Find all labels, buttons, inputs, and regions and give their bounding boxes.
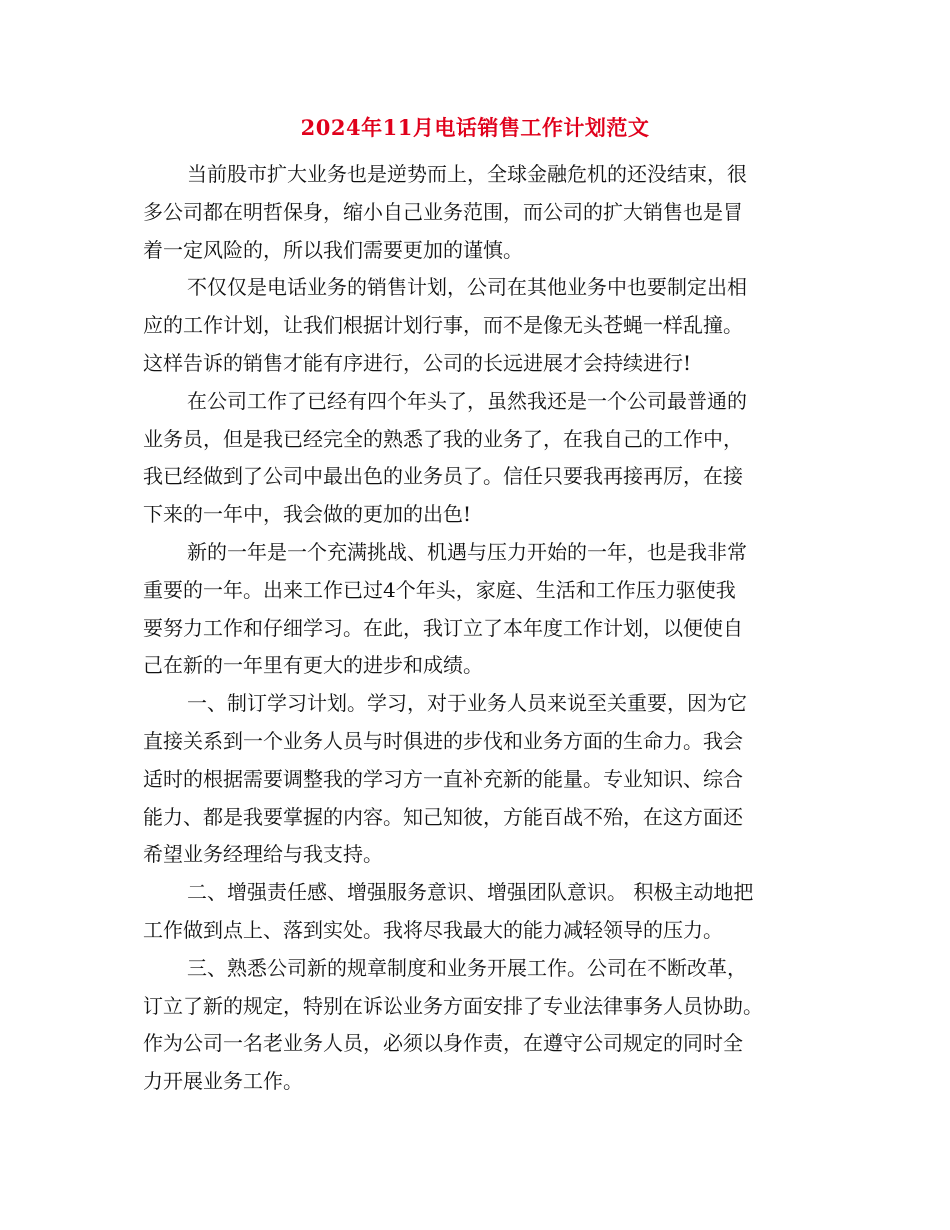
text-line: 适时的根据需要调整我的学习方一直补充新的能量。专业知识、综合 <box>143 766 743 791</box>
text-line: 在公司工作了已经有四个年头了，虽然我还是一个公司最普通的 <box>187 388 747 413</box>
text-line: 直接关系到一个业务人员与时俱进的步伐和业务方面的生命力。我会 <box>143 728 743 753</box>
text-line: 作为公司一名老业务人员，必须以身作责，在遵守公司规定的同时全 <box>143 1031 743 1056</box>
text-line: 二、增强责任感、增强服务意识、增强团队意识。 积极主动地把 <box>187 880 754 905</box>
text-line: 着一定风险的，所以我们需要更加的谨慎。 <box>143 237 523 262</box>
text-line: 重要的一年。出来工作已过4个年头，家庭、生活和工作压力驱使我 <box>143 577 736 602</box>
text-line: 三、熟悉公司新的规章制度和业务开展工作。公司在不断改革， <box>187 955 747 980</box>
text-line: 下来的一年中，我会做的更加的出色! <box>143 502 472 527</box>
text-line: 要努力工作和仔细学习。在此，我订立了本年度工作计划，以便使自 <box>143 615 743 640</box>
document-title: 2024年11月电话销售工作计划范文 <box>300 115 650 140</box>
text-line: 新的一年是一个充满挑战、机遇与压力开始的一年，也是我非常 <box>187 539 747 564</box>
document-body <box>143 156 803 1101</box>
text-line: 不仅仅是电话业务的销售计划，公司在其他业务中也要制定出相 <box>187 275 747 300</box>
text-line: 我已经做到了公司中最出色的业务员了。信任只要我再接再厉，在接 <box>143 464 743 489</box>
text-line: 业务员，但是我已经完全的熟悉了我的业务了，在我自己的工作中， <box>143 426 743 451</box>
text-line: 己在新的一年里有更大的进步和成绩。 <box>143 653 483 678</box>
text-line: 工作做到点上、落到实处。我将尽我最大的能力减轻领导的压力。 <box>143 917 723 942</box>
text-line: 一、制订学习计划。学习，对于业务人员来说至关重要，因为它 <box>187 691 747 716</box>
text-line: 订立了新的规定，特别在诉讼业务方面安排了专业法律事务人员协助。 <box>143 993 763 1018</box>
text-line: 希望业务经理给与我支持。 <box>143 842 383 867</box>
text-line: 能力、都是我要掌握的内容。知己知彼，方能百战不殆，在这方面还 <box>143 804 743 829</box>
text-line: 力开展业务工作。 <box>143 1069 303 1094</box>
text-line: 应的工作计划，让我们根据计划行事，而不是像无头苍蝇一样乱撞。 <box>143 313 743 338</box>
text-line: 多公司都在明哲保身，缩小自己业务范围，而公司的扩大销售也是冒 <box>143 199 743 224</box>
text-line: 这样告诉的销售才能有序进行，公司的长远进展才会持续进行! <box>143 350 692 375</box>
text-line: 当前股市扩大业务也是逆势而上，全球金融危机的还没结束，很 <box>187 162 747 186</box>
